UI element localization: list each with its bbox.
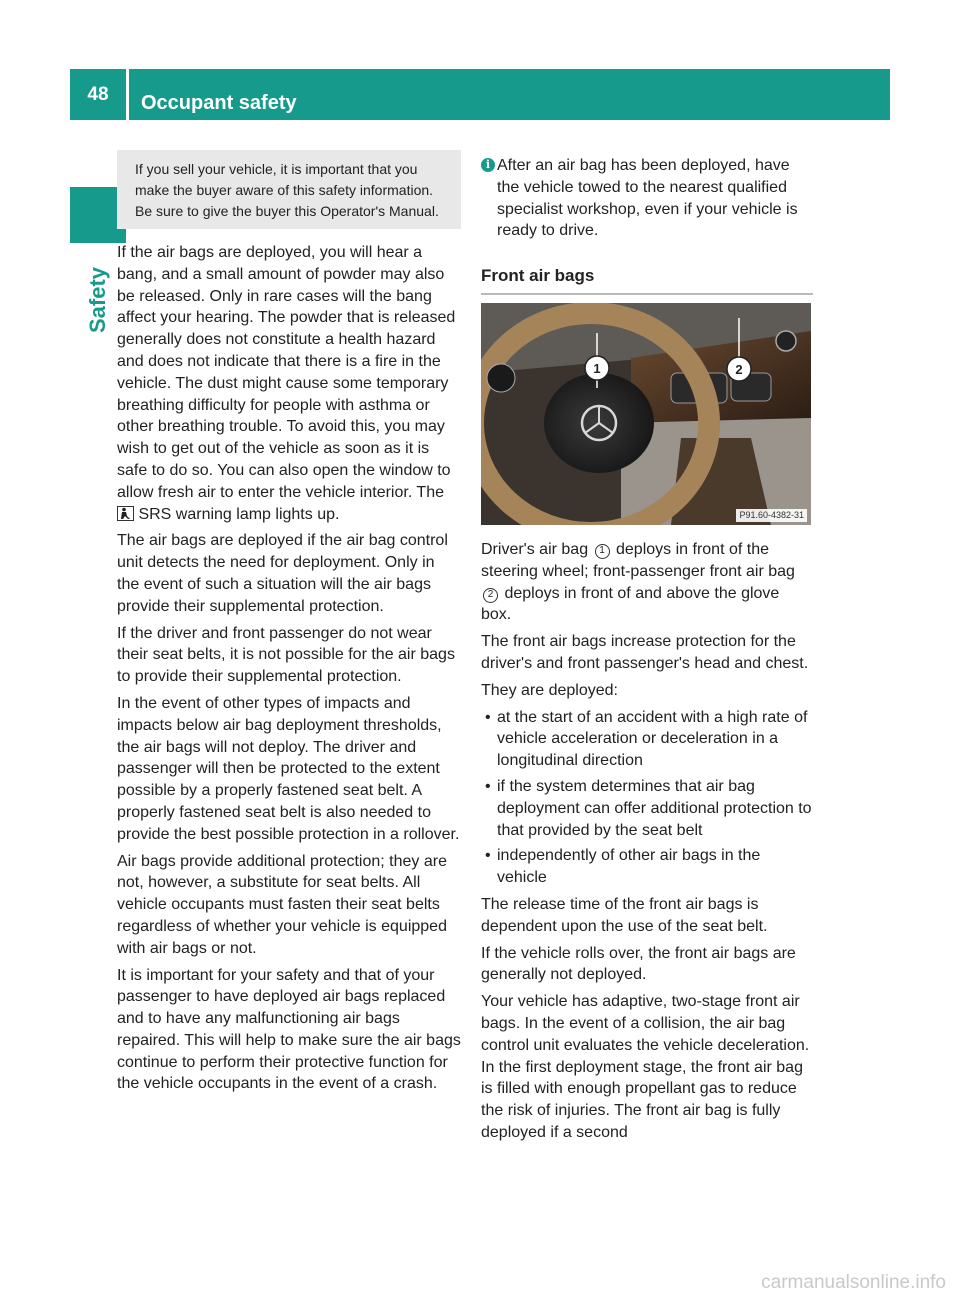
paragraph: Your vehicle has adaptive, two-stage front air bags. In the event of a collision, the air bag control unit evaluates the vehicle deceleration. In the first deployment stage, the front air bag is filled with enough propellant gas to reduce the risk of injuries. The front air bag is fully deployed if a second [481,993,810,1141]
paragraph: If the air bags are deployed, you will hear a bang, and a small amount of powder may also be released. Only in rare cases will the bang affect your hearing. The powder that is released generally does not constitute a health hazard and does not indicate that there is a fire in the vehicle. The dust might cause some temporary breathing difficulty for people with asthma or other breathing trouble. To avoid this, you may wish to get out of the vehicle as soon as it is safe to do so. You can also open the window to allow fresh air to enter the vehicle interior. The SRS warning lamp lights up. [117,244,456,523]
front-airbag-photo [481,303,811,525]
image-code: P91.60-4382-31 [736,509,807,522]
paragraph: The release time of the front air bags is dependent upon the use of the seat belt. [481,895,768,935]
photo-callout-2: 2 [735,361,743,377]
page-number: 48 [87,84,109,105]
callout-1: 1 [595,544,610,559]
paragraph: In the event of other types of impacts and impacts below air bag deployment thresholds, the air bags will not deploy. The driver and passenger will then be protected to the extent possible by a properly fastened seat belt. A properly fastened seat belt is also needed to provide the best possible protection in a rollover. [117,694,460,843]
paragraph: The front air bags increase protection for the driver's and front passenger's head and chest. [481,633,809,672]
list-item: • independently of other air bags in the vehicle [481,845,813,889]
header-divider [126,69,129,120]
left-column [117,150,461,1100]
sell-vehicle-note: If you sell your vehicle, it is important that you make the buyer aware of this safety information. Be sure to give the buyer this Operator's Manual. [117,150,461,229]
info-icon: i [481,158,495,172]
right-column [481,155,813,1149]
side-tab-label: Safety [85,266,110,334]
photo-callout-1: 1 [593,360,601,376]
image-caption: Driver's air bag 1 deploys in front of the steering wheel; front-passenger front air bag 2 deploys in front of and above the glove box. [481,540,795,624]
paragraph: It is important for your safety and that of your passenger to have deployed air bags replaced and to have any malfunctioning air bags repaired. This will help to make sure the air bags continue to perform their protective function for the vehicle occupants in the event of a crash. [117,966,461,1093]
paragraph: If the driver and front passenger do not wear their seat belts, it is not possible for the air bags to provide their supplemental protection. [117,624,455,686]
list-item: • if the system determines that air bag deployment can offer additional protection to that provided by the seat belt [481,776,813,841]
paragraph: If the vehicle rolls over, the front air bags are generally not deployed. [481,944,796,984]
list-item: • at the start of an accident with a high rate of vehicle acceleration or deceleration in a longitudinal direction [481,707,813,772]
seat-belt-warning-icon [117,506,134,521]
watermark: carmanualsonline.info [761,1272,946,1293]
section-rule [481,293,813,295]
info-note: i After an air bag has been deployed, have the vehicle towed to the nearest qualified specialist workshop, even if your vehicle is ready to drive. [481,155,813,242]
deployment-conditions-list [481,707,813,889]
paragraph: They are deployed: [481,681,618,699]
paragraph: The air bags are deployed if the air bag control unit detects the need for deployment. Only in the event of such a situation will the air bags provide their supplemental protection. [117,532,448,615]
dashboard-illustration [481,303,811,525]
paragraph: Air bags provide additional protection; they are not, however, a substitute for seat belts. All vehicle occupants must fasten their seat belts regardless of whether your vehicle is equipped with air bags or not. [117,852,447,957]
callout-2: 2 [483,588,498,603]
section-heading: Front air bags [481,266,595,286]
page-title: Occupant safety [141,92,297,114]
